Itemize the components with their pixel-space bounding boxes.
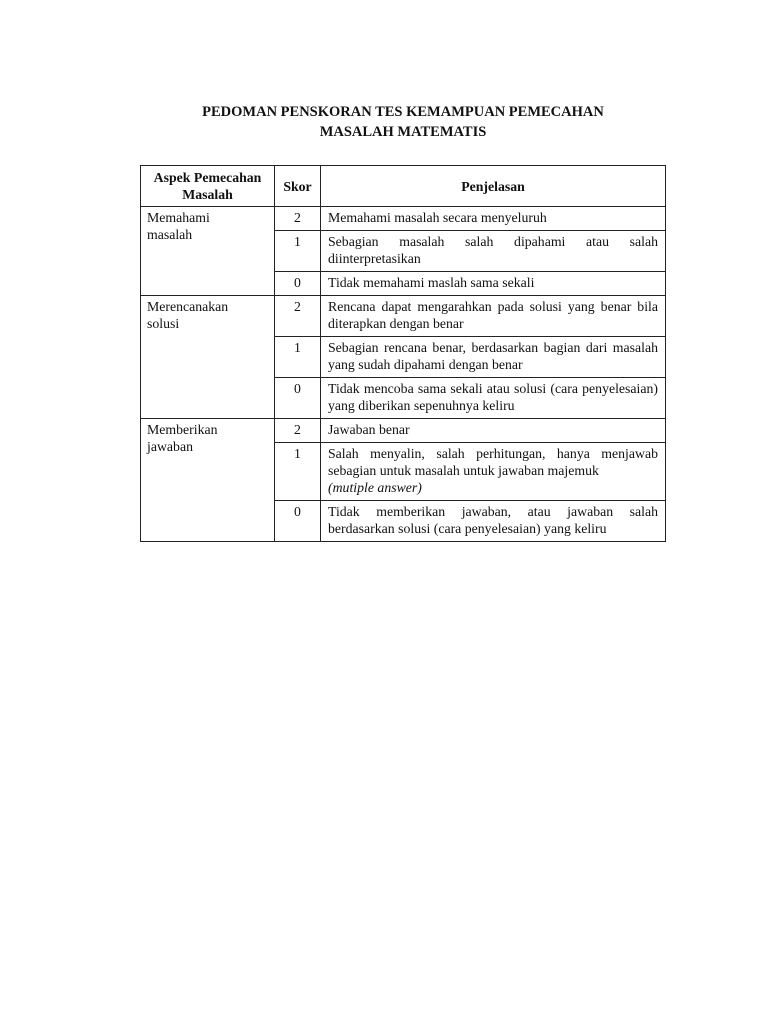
table-row bbox=[141, 207, 666, 231]
score-cell: 2 bbox=[275, 207, 321, 231]
header-penjelasan: Penjelasan bbox=[321, 166, 666, 207]
header-aspect-line-2: Masalah bbox=[182, 187, 233, 202]
description-cell bbox=[321, 296, 666, 337]
description-cell bbox=[321, 419, 666, 443]
aspect-memberikan-jawaban bbox=[141, 419, 275, 542]
title-line-1: PEDOMAN PENSKORAN TES KEMAMPUAN PEMECAHAN bbox=[202, 104, 604, 120]
description-text: Memahami masalah secara menyeluruh bbox=[328, 210, 547, 225]
description-text: Salah menyalin, salah perhitungan, hanya menjawab sebagian untuk masalah untuk jawaban majemuk bbox=[328, 446, 658, 478]
description-text: Tidak memberikan jawaban, atau jawaban salah berdasarkan solusi (cara penyelesaian) yang keliru bbox=[328, 504, 658, 536]
header-row bbox=[141, 166, 666, 207]
description-text: Sebagian rencana benar, berdasarkan bagian dari masalah yang sudah dipahami dengan benar bbox=[328, 340, 658, 372]
description-text: Jawaban benar bbox=[328, 422, 410, 437]
description-text: Rencana dapat mengarahkan pada solusi yang benar bila diterapkan dengan benar bbox=[328, 299, 658, 331]
aspect-line-1: Merencanakan bbox=[147, 299, 229, 314]
description-cell bbox=[321, 337, 666, 378]
table-row bbox=[141, 419, 666, 443]
header-aspect bbox=[141, 166, 275, 207]
aspect-merencanakan-solusi bbox=[141, 296, 275, 419]
scoring-rubric-table bbox=[140, 165, 666, 542]
description-cell bbox=[321, 272, 666, 296]
aspect-line-2: solusi bbox=[147, 316, 180, 331]
description-text: Tidak memahami maslah sama sekali bbox=[328, 275, 535, 290]
description-cell bbox=[321, 501, 666, 542]
table-row bbox=[141, 296, 666, 337]
description-cell bbox=[321, 207, 666, 231]
score-cell: 1 bbox=[275, 337, 321, 378]
score-cell: 0 bbox=[275, 272, 321, 296]
description-text: Tidak mencoba sama sekali atau solusi (cara penyelesaian) yang diberikan sepenuhnya keliru bbox=[328, 381, 658, 413]
description-cell bbox=[321, 378, 666, 419]
aspect-line-2: jawaban bbox=[147, 439, 193, 454]
score-cell: 2 bbox=[275, 296, 321, 337]
aspect-memahami-masalah bbox=[141, 207, 275, 296]
description-italic-note: (mutiple answer) bbox=[328, 480, 422, 495]
score-cell: 2 bbox=[275, 419, 321, 443]
header-aspect-line-1: Aspek Pemecahan bbox=[153, 170, 262, 185]
aspect-line-1: Memberikan bbox=[147, 422, 218, 437]
score-cell: 1 bbox=[275, 231, 321, 272]
aspect-line-2: masalah bbox=[147, 227, 193, 242]
aspect-line-1: Memahami bbox=[147, 210, 210, 225]
title-line-2: MASALAH MATEMATIS bbox=[319, 124, 487, 140]
document-title bbox=[140, 102, 666, 142]
description-cell bbox=[321, 231, 666, 272]
score-cell: 0 bbox=[275, 378, 321, 419]
description-text: Sebagian masalah salah dipahami atau salah diinterpretasikan bbox=[328, 234, 658, 266]
score-cell: 1 bbox=[275, 443, 321, 501]
description-cell bbox=[321, 443, 666, 501]
score-cell: 0 bbox=[275, 501, 321, 542]
header-skor: Skor bbox=[275, 166, 321, 207]
